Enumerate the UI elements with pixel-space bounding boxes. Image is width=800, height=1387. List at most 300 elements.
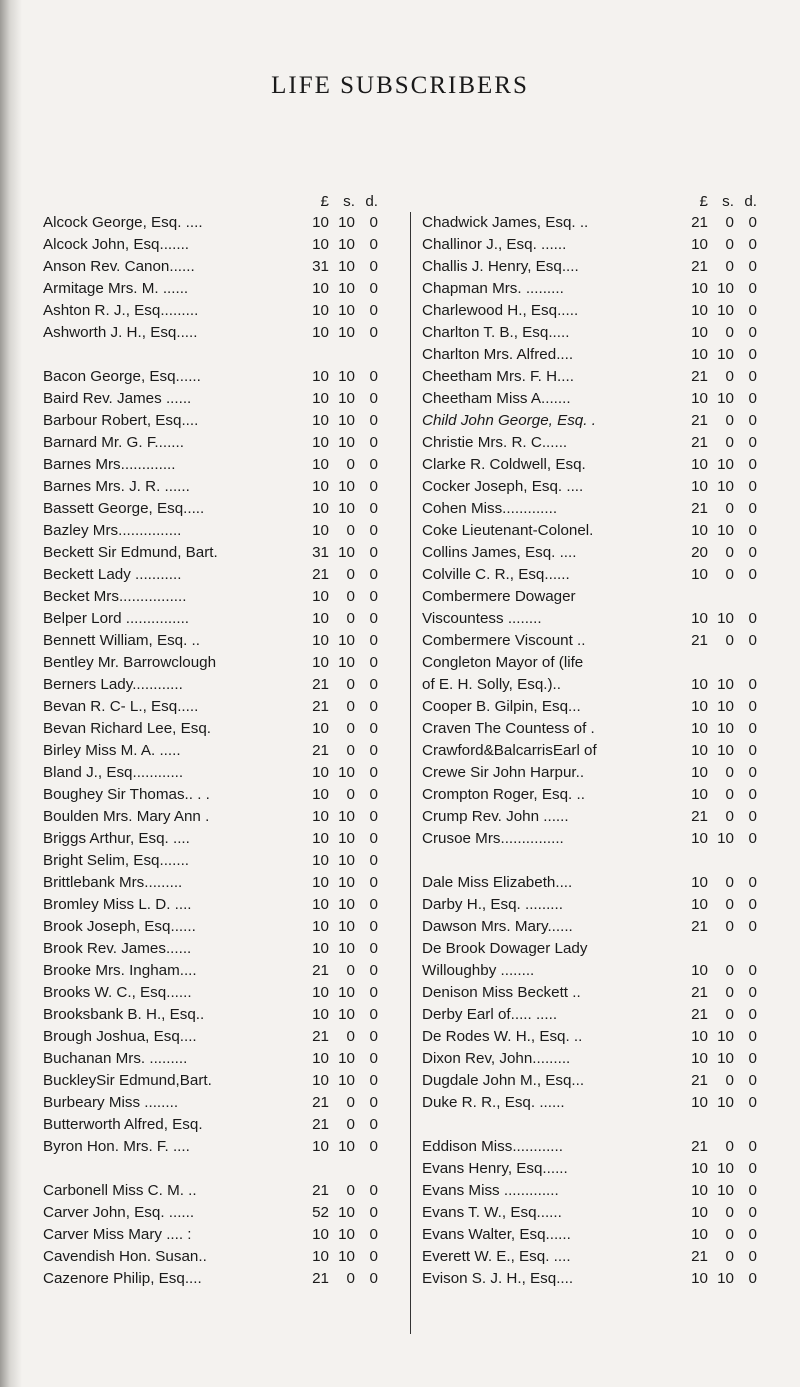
amount-pence: 0	[369, 852, 378, 869]
subscriber-name: Christie Mrs. R. C......	[422, 434, 568, 451]
subscriber-name: Denison Miss Beckett ..	[422, 984, 581, 1001]
subscriber-row	[422, 674, 757, 696]
subscriber-row	[43, 828, 378, 850]
amount-pence: 0	[748, 1138, 757, 1155]
amount-pounds: 21	[691, 1006, 708, 1023]
amount-pounds: 31	[312, 258, 329, 275]
amount-pounds: 10	[691, 1270, 708, 1287]
subscriber-row	[43, 894, 378, 916]
amount-pounds: 10	[312, 236, 329, 253]
amount-shillings: 10	[338, 940, 355, 957]
amount-pence: 0	[369, 214, 378, 231]
subscriber-name: Ashworth J. H., Esq.....	[43, 324, 198, 341]
subscriber-row	[43, 564, 378, 586]
amount-pounds: 21	[691, 918, 708, 935]
amount-pence: 0	[369, 544, 378, 561]
subscriber-name: Carver Miss Mary .... :	[43, 1226, 192, 1243]
amount-pounds: 21	[691, 1072, 708, 1089]
subscriber-row	[43, 1224, 378, 1246]
pounds-header: £	[320, 193, 329, 210]
subscriber-name: Congleton Mayor of (life	[422, 654, 584, 671]
amount-pence: 0	[748, 434, 757, 451]
amount-pence: 0	[369, 632, 378, 649]
amount-pounds: 10	[312, 500, 329, 517]
column-header	[422, 192, 757, 212]
amount-shillings: 0	[346, 962, 355, 979]
subscriber-name: Buchanan Mrs. .........	[43, 1050, 188, 1067]
subscriber-row	[422, 762, 757, 784]
subscriber-name: Carbonell Miss C. M. ..	[43, 1182, 197, 1199]
amount-pounds: 10	[312, 720, 329, 737]
subscriber-row	[422, 1070, 757, 1092]
subscriber-name: Berners Lady............	[43, 676, 183, 693]
subscribers-column-right	[422, 193, 757, 1290]
amount-pence: 0	[369, 1116, 378, 1133]
amount-pence: 0	[748, 236, 757, 253]
subscriber-row	[43, 1092, 378, 1114]
amount-shillings: 10	[717, 1270, 734, 1287]
amount-shillings: 10	[338, 368, 355, 385]
amount-shillings: 0	[725, 984, 734, 1001]
subscriber-name: Brook Rev. James......	[43, 940, 192, 957]
amount-shillings: 10	[717, 1028, 734, 1045]
section-gap	[43, 1158, 378, 1180]
amount-shillings: 0	[346, 1028, 355, 1045]
amount-shillings: 0	[725, 1138, 734, 1155]
amount-pounds: 10	[691, 1028, 708, 1045]
subscriber-row	[43, 366, 378, 388]
subscriber-name: BuckleySir Edmund,Bart.	[43, 1072, 212, 1089]
amount-shillings: 10	[717, 1160, 734, 1177]
amount-pence: 0	[369, 808, 378, 825]
amount-shillings: 0	[346, 522, 355, 539]
amount-pounds: 10	[312, 896, 329, 913]
amount-pence: 0	[748, 984, 757, 1001]
subscriber-name: Bevan Richard Lee, Esq.	[43, 720, 212, 737]
subscriber-row	[422, 256, 757, 278]
subscriber-name: Beckett Sir Edmund, Bart.	[43, 544, 218, 561]
amount-pence: 0	[369, 1204, 378, 1221]
subscriber-row	[422, 212, 757, 234]
amount-pounds: 10	[312, 302, 329, 319]
subscriber-name: Bacon George, Esq......	[43, 368, 201, 385]
amount-pence: 0	[369, 1050, 378, 1067]
subscriber-row	[422, 718, 757, 740]
subscriber-name: Eddison Miss............	[422, 1138, 563, 1155]
subscriber-row	[422, 608, 757, 630]
amount-pence: 0	[748, 346, 757, 363]
subscriber-name: Byron Hon. Mrs. F. ....	[43, 1138, 190, 1155]
subscriber-name: Butterworth Alfred, Esq.	[43, 1116, 203, 1133]
subscriber-row	[43, 674, 378, 696]
amount-shillings: 10	[338, 1072, 355, 1089]
amount-pounds: 10	[691, 522, 708, 539]
amount-pence: 0	[369, 742, 378, 759]
amount-pence: 0	[748, 962, 757, 979]
amount-shillings: 0	[346, 1094, 355, 1111]
subscriber-row	[43, 872, 378, 894]
amount-pence: 0	[369, 434, 378, 451]
amount-pounds: 10	[312, 654, 329, 671]
amount-pounds: 10	[312, 280, 329, 297]
amount-shillings: 10	[338, 390, 355, 407]
subscriber-row	[422, 300, 757, 322]
subscriber-list	[422, 212, 757, 1290]
subscriber-row	[422, 784, 757, 806]
subscriber-row	[43, 652, 378, 674]
amount-pence: 0	[369, 676, 378, 693]
amount-shillings: 0	[725, 412, 734, 429]
amount-pounds: 21	[312, 566, 329, 583]
amount-shillings: 0	[725, 544, 734, 561]
amount-pounds: 10	[691, 676, 708, 693]
pounds-header: £	[699, 193, 708, 210]
amount-shillings: 10	[338, 852, 355, 869]
amount-pence: 0	[748, 390, 757, 407]
amount-shillings: 10	[338, 1050, 355, 1067]
amount-pence: 0	[369, 698, 378, 715]
amount-pence: 0	[369, 500, 378, 517]
amount-pence: 0	[369, 1270, 378, 1287]
subscriber-row	[422, 982, 757, 1004]
amount-shillings: 0	[346, 720, 355, 737]
shillings-header: s.	[343, 193, 355, 210]
subscriber-name: Becket Mrs................	[43, 588, 187, 605]
subscriber-row	[43, 784, 378, 806]
amount-pence: 0	[369, 412, 378, 429]
amount-shillings: 10	[338, 214, 355, 231]
subscriber-row	[422, 278, 757, 300]
subscriber-name: Bentley Mr. Barrowclough	[43, 654, 217, 671]
subscriber-row	[43, 300, 378, 322]
amount-shillings: 10	[338, 632, 355, 649]
column-header	[43, 192, 378, 212]
amount-pounds: 10	[312, 324, 329, 341]
amount-pounds: 10	[691, 610, 708, 627]
amount-pence: 0	[369, 456, 378, 473]
amount-pounds: 10	[691, 1226, 708, 1243]
amount-pence: 0	[748, 676, 757, 693]
amount-pounds: 21	[312, 676, 329, 693]
amount-pounds: 10	[691, 830, 708, 847]
amount-pence: 0	[748, 566, 757, 583]
amount-shillings: 10	[717, 1050, 734, 1067]
amount-pence: 0	[369, 1248, 378, 1265]
subscriber-row	[43, 630, 378, 652]
subscriber-row	[43, 1070, 378, 1092]
subscriber-row	[422, 1202, 757, 1224]
amount-shillings: 10	[338, 324, 355, 341]
amount-pence: 0	[748, 456, 757, 473]
amount-shillings: 0	[725, 764, 734, 781]
subscriber-row	[43, 520, 378, 542]
amount-pounds: 10	[691, 962, 708, 979]
amount-pence: 0	[748, 610, 757, 627]
amount-pence: 0	[369, 324, 378, 341]
subscriber-row	[43, 542, 378, 564]
amount-shillings: 10	[717, 742, 734, 759]
amount-shillings: 10	[338, 918, 355, 935]
subscriber-name: Brook Joseph, Esq......	[43, 918, 196, 935]
subscriber-name: Barnes Mrs. J. R. ......	[43, 478, 190, 495]
subscriber-row	[43, 454, 378, 476]
subscriber-row	[422, 498, 757, 520]
subscriber-row	[422, 740, 757, 762]
subscriber-row	[422, 960, 757, 982]
subscriber-row	[422, 1092, 757, 1114]
amount-pounds: 10	[691, 390, 708, 407]
amount-pounds: 10	[312, 786, 329, 803]
amount-pence: 0	[748, 786, 757, 803]
subscriber-row	[422, 894, 757, 916]
amount-pence: 0	[748, 1160, 757, 1177]
subscriber-row	[43, 1136, 378, 1158]
amount-pounds: 31	[312, 544, 329, 561]
page-title: LIFE SUBSCRIBERS	[271, 72, 529, 99]
amount-pounds: 10	[312, 588, 329, 605]
amount-pence: 0	[369, 720, 378, 737]
amount-shillings: 0	[346, 456, 355, 473]
subscriber-row	[422, 1246, 757, 1268]
subscriber-name: Combermere Viscount ..	[422, 632, 586, 649]
subscriber-row	[43, 1114, 378, 1136]
amount-shillings: 0	[725, 258, 734, 275]
amount-shillings: 10	[717, 830, 734, 847]
amount-shillings: 10	[338, 874, 355, 891]
amount-pounds: 21	[691, 214, 708, 231]
amount-shillings: 10	[717, 610, 734, 627]
amount-pounds: 10	[312, 478, 329, 495]
amount-pounds: 10	[312, 522, 329, 539]
subscriber-row	[422, 1268, 757, 1290]
amount-shillings	[708, 586, 734, 608]
amount-pounds: 10	[312, 830, 329, 847]
amount-pounds: 10	[312, 764, 329, 781]
amount-pounds	[682, 652, 708, 674]
amount-pounds: 10	[691, 786, 708, 803]
amount-pence: 0	[369, 390, 378, 407]
amount-pounds: 10	[691, 1182, 708, 1199]
amount-pence: 0	[748, 1050, 757, 1067]
amount-pounds: 21	[691, 500, 708, 517]
subscriber-name: Burbeary Miss ........	[43, 1094, 179, 1111]
amount-shillings: 10	[338, 830, 355, 847]
amount-shillings: 10	[338, 808, 355, 825]
subscriber-name: Brittlebank Mrs.........	[43, 874, 183, 891]
amount-shillings: 0	[725, 500, 734, 517]
subscriber-row	[43, 476, 378, 498]
amount-pounds: 10	[691, 1050, 708, 1067]
subscriber-row	[422, 1158, 757, 1180]
subscriber-row	[422, 410, 757, 432]
subscriber-row	[422, 454, 757, 476]
subscriber-row	[43, 388, 378, 410]
subscriber-name: Dugdale John M., Esq...	[422, 1072, 585, 1089]
subscriber-name: Combermere Dowager	[422, 588, 576, 605]
amount-shillings: 0	[346, 566, 355, 583]
subscriber-name: Chapman Mrs. .........	[422, 280, 564, 297]
amount-pence: 0	[748, 808, 757, 825]
subscriber-row	[43, 740, 378, 762]
amount-pounds: 10	[312, 1006, 329, 1023]
amount-pence: 0	[748, 918, 757, 935]
subscriber-name: Clarke R. Coldwell, Esq.	[422, 456, 586, 473]
subscriber-name: Bassett George, Esq.....	[43, 500, 205, 517]
amount-pounds: 10	[312, 412, 329, 429]
subscriber-row	[43, 762, 378, 784]
amount-shillings: 10	[717, 698, 734, 715]
subscriber-row	[43, 410, 378, 432]
subscriber-row	[43, 212, 378, 234]
amount-pence: 0	[748, 764, 757, 781]
amount-pounds: 10	[691, 280, 708, 297]
subscriber-row	[43, 432, 378, 454]
amount-pence: 0	[369, 1226, 378, 1243]
amount-pence: 0	[369, 786, 378, 803]
subscriber-row	[43, 982, 378, 1004]
subscriber-name: Baird Rev. James ......	[43, 390, 192, 407]
amount-pounds: 10	[691, 1160, 708, 1177]
amount-pounds: 10	[312, 456, 329, 473]
subscriber-name: Bright Selim, Esq.......	[43, 852, 190, 869]
subscriber-name: Cohen Miss.............	[422, 500, 558, 517]
amount-pounds: 10	[312, 214, 329, 231]
amount-shillings: 0	[725, 918, 734, 935]
amount-pence: 0	[369, 896, 378, 913]
amount-shillings: 10	[338, 302, 355, 319]
subscriber-name: Cavendish Hon. Susan..	[43, 1248, 207, 1265]
amount-shillings: 10	[717, 478, 734, 495]
amount-pence: 0	[369, 1028, 378, 1045]
subscriber-name: Alcock John, Esq.......	[43, 236, 190, 253]
amount-shillings: 10	[338, 1006, 355, 1023]
amount-shillings: 0	[725, 896, 734, 913]
subscriber-name: Evans Miss .............	[422, 1182, 559, 1199]
amount-pence: 0	[369, 566, 378, 583]
amount-pounds: 21	[312, 1182, 329, 1199]
subscriber-name: Dixon Rev, John.........	[422, 1050, 571, 1067]
subscriber-row	[43, 1180, 378, 1202]
amount-shillings: 0	[725, 874, 734, 891]
amount-pounds: 10	[691, 764, 708, 781]
subscriber-row	[43, 850, 378, 872]
subscriber-name: Brooksbank B. H., Esq..	[43, 1006, 205, 1023]
shillings-header: s.	[722, 193, 734, 210]
subscriber-name: Craven The Countess of .	[422, 720, 595, 737]
amount-pounds: 21	[691, 984, 708, 1001]
amount-shillings: 0	[346, 1182, 355, 1199]
amount-pounds: 10	[691, 478, 708, 495]
amount-pence: 0	[369, 962, 378, 979]
amount-pence: 0	[369, 1006, 378, 1023]
amount-pence: 0	[369, 830, 378, 847]
amount-pence: 0	[748, 698, 757, 715]
amount-pence: 0	[748, 874, 757, 891]
subscriber-name: Darby H., Esq. .........	[422, 896, 563, 913]
subscribers-column-left	[43, 193, 378, 1290]
amount-pounds: 21	[691, 1138, 708, 1155]
amount-shillings: 10	[338, 500, 355, 517]
amount-shillings: 0	[725, 236, 734, 253]
amount-pence: 0	[748, 632, 757, 649]
amount-pounds: 10	[691, 742, 708, 759]
subscriber-list	[43, 212, 378, 1290]
amount-shillings: 10	[338, 434, 355, 451]
amount-shillings: 10	[338, 984, 355, 1001]
amount-shillings: 10	[717, 280, 734, 297]
subscriber-row	[422, 872, 757, 894]
amount-pounds: 10	[312, 632, 329, 649]
amount-shillings: 0	[346, 588, 355, 605]
amount-shillings	[708, 652, 734, 674]
subscriber-name: Crewe Sir John Harpur..	[422, 764, 585, 781]
amount-pence: 0	[748, 258, 757, 275]
amount-shillings: 0	[346, 786, 355, 803]
amount-shillings: 10	[717, 346, 734, 363]
subscriber-name: Viscountess ........	[422, 610, 542, 627]
amount-shillings: 10	[338, 1204, 355, 1221]
subscriber-row	[422, 322, 757, 344]
amount-pence: 0	[748, 1028, 757, 1045]
amount-pence: 0	[748, 214, 757, 231]
amount-pence: 0	[748, 1094, 757, 1111]
amount-pence: 0	[369, 1094, 378, 1111]
amount-pounds: 10	[691, 302, 708, 319]
subscriber-name: Anson Rev. Canon......	[43, 258, 195, 275]
subscriber-row	[422, 520, 757, 542]
amount-shillings: 0	[725, 1072, 734, 1089]
subscriber-row	[422, 916, 757, 938]
amount-shillings: 10	[338, 1138, 355, 1155]
amount-pounds: 20	[691, 544, 708, 561]
amount-pounds: 52	[312, 1204, 329, 1221]
amount-shillings: 10	[717, 390, 734, 407]
subscriber-row	[422, 806, 757, 828]
amount-pence: 0	[369, 280, 378, 297]
amount-pence: 0	[748, 1270, 757, 1287]
pence-header: d.	[744, 193, 757, 210]
subscriber-name: Brough Joshua, Esq....	[43, 1028, 197, 1045]
amount-shillings: 10	[338, 412, 355, 429]
subscriber-name: Everett W. E., Esq. ....	[422, 1248, 571, 1265]
amount-pence: 0	[748, 720, 757, 737]
amount-pence: 0	[748, 500, 757, 517]
amount-shillings: 10	[717, 456, 734, 473]
subscriber-row	[422, 344, 757, 366]
amount-pounds: 10	[312, 918, 329, 935]
amount-shillings: 10	[338, 280, 355, 297]
subscriber-name: Evison S. J. H., Esq....	[422, 1270, 574, 1287]
subscriber-name: Charlton Mrs. Alfred....	[422, 346, 574, 363]
subscriber-name: Cocker Joseph, Esq. ....	[422, 478, 584, 495]
amount-pounds: 10	[691, 896, 708, 913]
column-divider	[410, 212, 411, 1334]
subscriber-name: Crawford&BalcarrisEarl of	[422, 742, 597, 759]
subscriber-name: Evans Henry, Esq......	[422, 1160, 568, 1177]
subscriber-row	[422, 432, 757, 454]
subscriber-name: Coke Lieutenant-Colonel.	[422, 522, 594, 539]
subscriber-name: Dale Miss Elizabeth....	[422, 874, 573, 891]
amount-shillings: 10	[338, 544, 355, 561]
amount-pounds: 10	[691, 698, 708, 715]
amount-pence: 0	[369, 764, 378, 781]
subscriber-name: Willoughby ........	[422, 962, 535, 979]
amount-pence: 0	[369, 368, 378, 385]
amount-shillings: 0	[346, 742, 355, 759]
subscriber-name: Charlewood H., Esq.....	[422, 302, 579, 319]
amount-pence: 0	[748, 1248, 757, 1265]
amount-pounds: 21	[691, 808, 708, 825]
